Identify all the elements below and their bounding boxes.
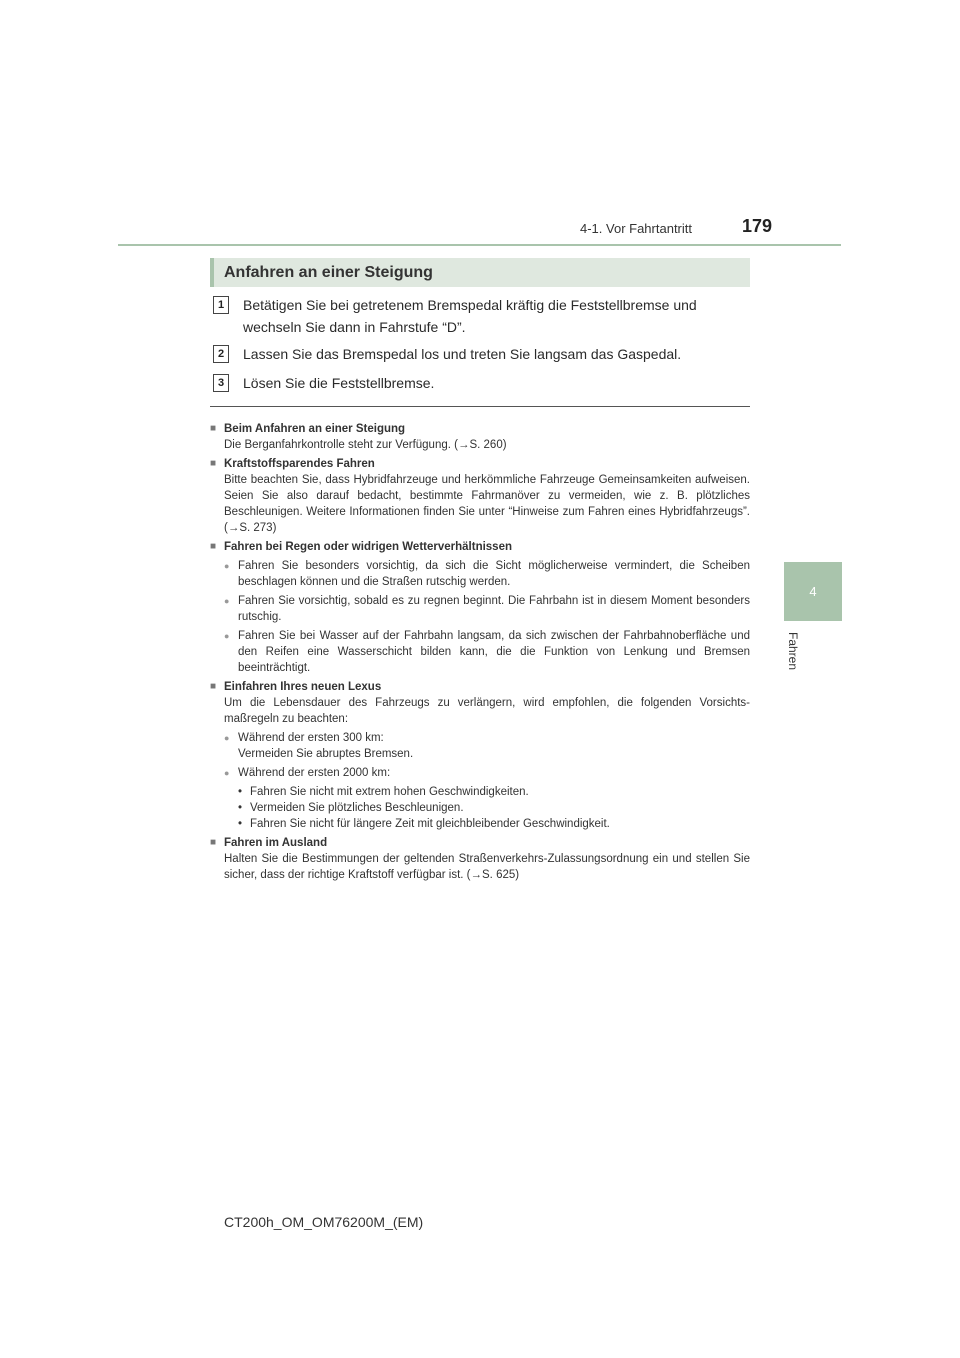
section-divider [210, 406, 750, 407]
note-title-abroad: ■ Fahren im Ausland [210, 835, 750, 851]
rain-bullet-2: ● Fahren Sie vorsichtig, sobald es zu regnen beginnt. Die Fahrbahn ist in diesem Moment besonders rutschig. [210, 593, 750, 625]
break-in-300-line2: Vermeiden Sie abruptes Bremsen. [238, 748, 414, 760]
page-number: 179 [742, 216, 773, 236]
chapter-tab-label: Fahren [786, 632, 800, 671]
step-text-1: Betätigen Sie bei getretenem Bremspedal kräftig die Feststellbremse und wechseln Sie dann in Fahrstufe “D”. [243, 297, 697, 335]
step-number-3: 3 [213, 374, 229, 392]
break-in-sub-item-3: • Fahren Sie nicht für längere Zeit mit gleichbleibender Geschwindigkeit. [238, 816, 750, 832]
rain-bullet-3: ● Fahren Sie bei Wasser auf der Fahrbahn langsam, da sich zwischen der Fahrbahnoberfläche und den Reifen eine Wasserschicht bilden kann, die die Funktion von Lenkung und Bremsen beeinträchtigt. [210, 628, 750, 676]
notes-block [210, 418, 750, 883]
break-in-bullet-2000: ● Während der ersten 2000 km: [210, 765, 750, 781]
section-heading [210, 258, 750, 287]
note-title-fuel-saving: ■ Kraftstoffsparendes Fahren [210, 456, 750, 472]
header-divider [118, 244, 841, 246]
note-title-hill-start: ■ Beim Anfahren an einer Steigung [210, 421, 750, 437]
chapter-tab-number: 4 [809, 584, 817, 599]
note-text-abroad: Halten Sie die Bestimmungen der geltenden Straßenverkehrs-Zulassungsordnung ein und stellen Sie sicher, dass der richtige Kraftstoff verfügbar ist. (→S. 625) [224, 853, 750, 881]
step-text-2: Lassen Sie das Bremspedal los und treten Sie langsam das Gaspedal. [243, 346, 682, 362]
section-heading-text: Anfahren an einer Steigung [224, 264, 433, 281]
note-text-hill-start: Die Berganfahrkontrolle steht zur Verfügung. (→S. 260) [224, 439, 507, 451]
section-label: 4-1. Vor Fahrtantritt [580, 221, 692, 236]
note-title-rain: ■ Fahren bei Regen oder widrigen Wetterverhältnissen [210, 539, 750, 555]
chapter-tab [784, 562, 842, 621]
break-in-sub-list [210, 784, 750, 832]
rain-bullet-1: ● Fahren Sie besonders vorsichtig, da sich die Sicht möglicherweise vermindert, die Scheiben beschlagen können und die Straßen rutschig werden. [210, 558, 750, 590]
break-in-bullet-300 [210, 730, 750, 762]
note-text-fuel-saving: Bitte beachten Sie, dass Hybridfahrzeuge und herkömmliche Fahrzeuge Gemeinsamkeiten aufweisen. Seien Sie also darauf bedacht, bestimmte Fahrmanöver zu vermeiden, wie z. B. plötzliches Beschleunigen. Weitere Informationen finden Sie unter “Hinweise zum Fahren eines Hybridfahrzeugs”. (→S. 273) [224, 474, 750, 534]
note-title-break-in: ■ Einfahren Ihres neuen Lexus [210, 679, 750, 695]
step-number-2: 2 [213, 345, 229, 363]
break-in-sub-item-1: • Fahren Sie nicht mit extrem hohen Geschwindigkeiten. [238, 784, 750, 800]
break-in-300-line1: ● Während der ersten 300 km: [238, 732, 384, 744]
step-number-1: 1 [213, 296, 229, 314]
step-text-3: Lösen Sie die Feststellbremse. [243, 375, 435, 391]
break-in-sub-item-2: • Vermeiden Sie plötzliches Beschleunigen. [238, 800, 750, 816]
document-code: CT200h_OM_OM76200M_(EM) [224, 1214, 424, 1230]
note-text-break-in: Um die Lebensdauer des Fahrzeugs zu verlängern, wird empfohlen, die folgenden Vorsichts-maßregeln zu beachten: [224, 697, 750, 725]
